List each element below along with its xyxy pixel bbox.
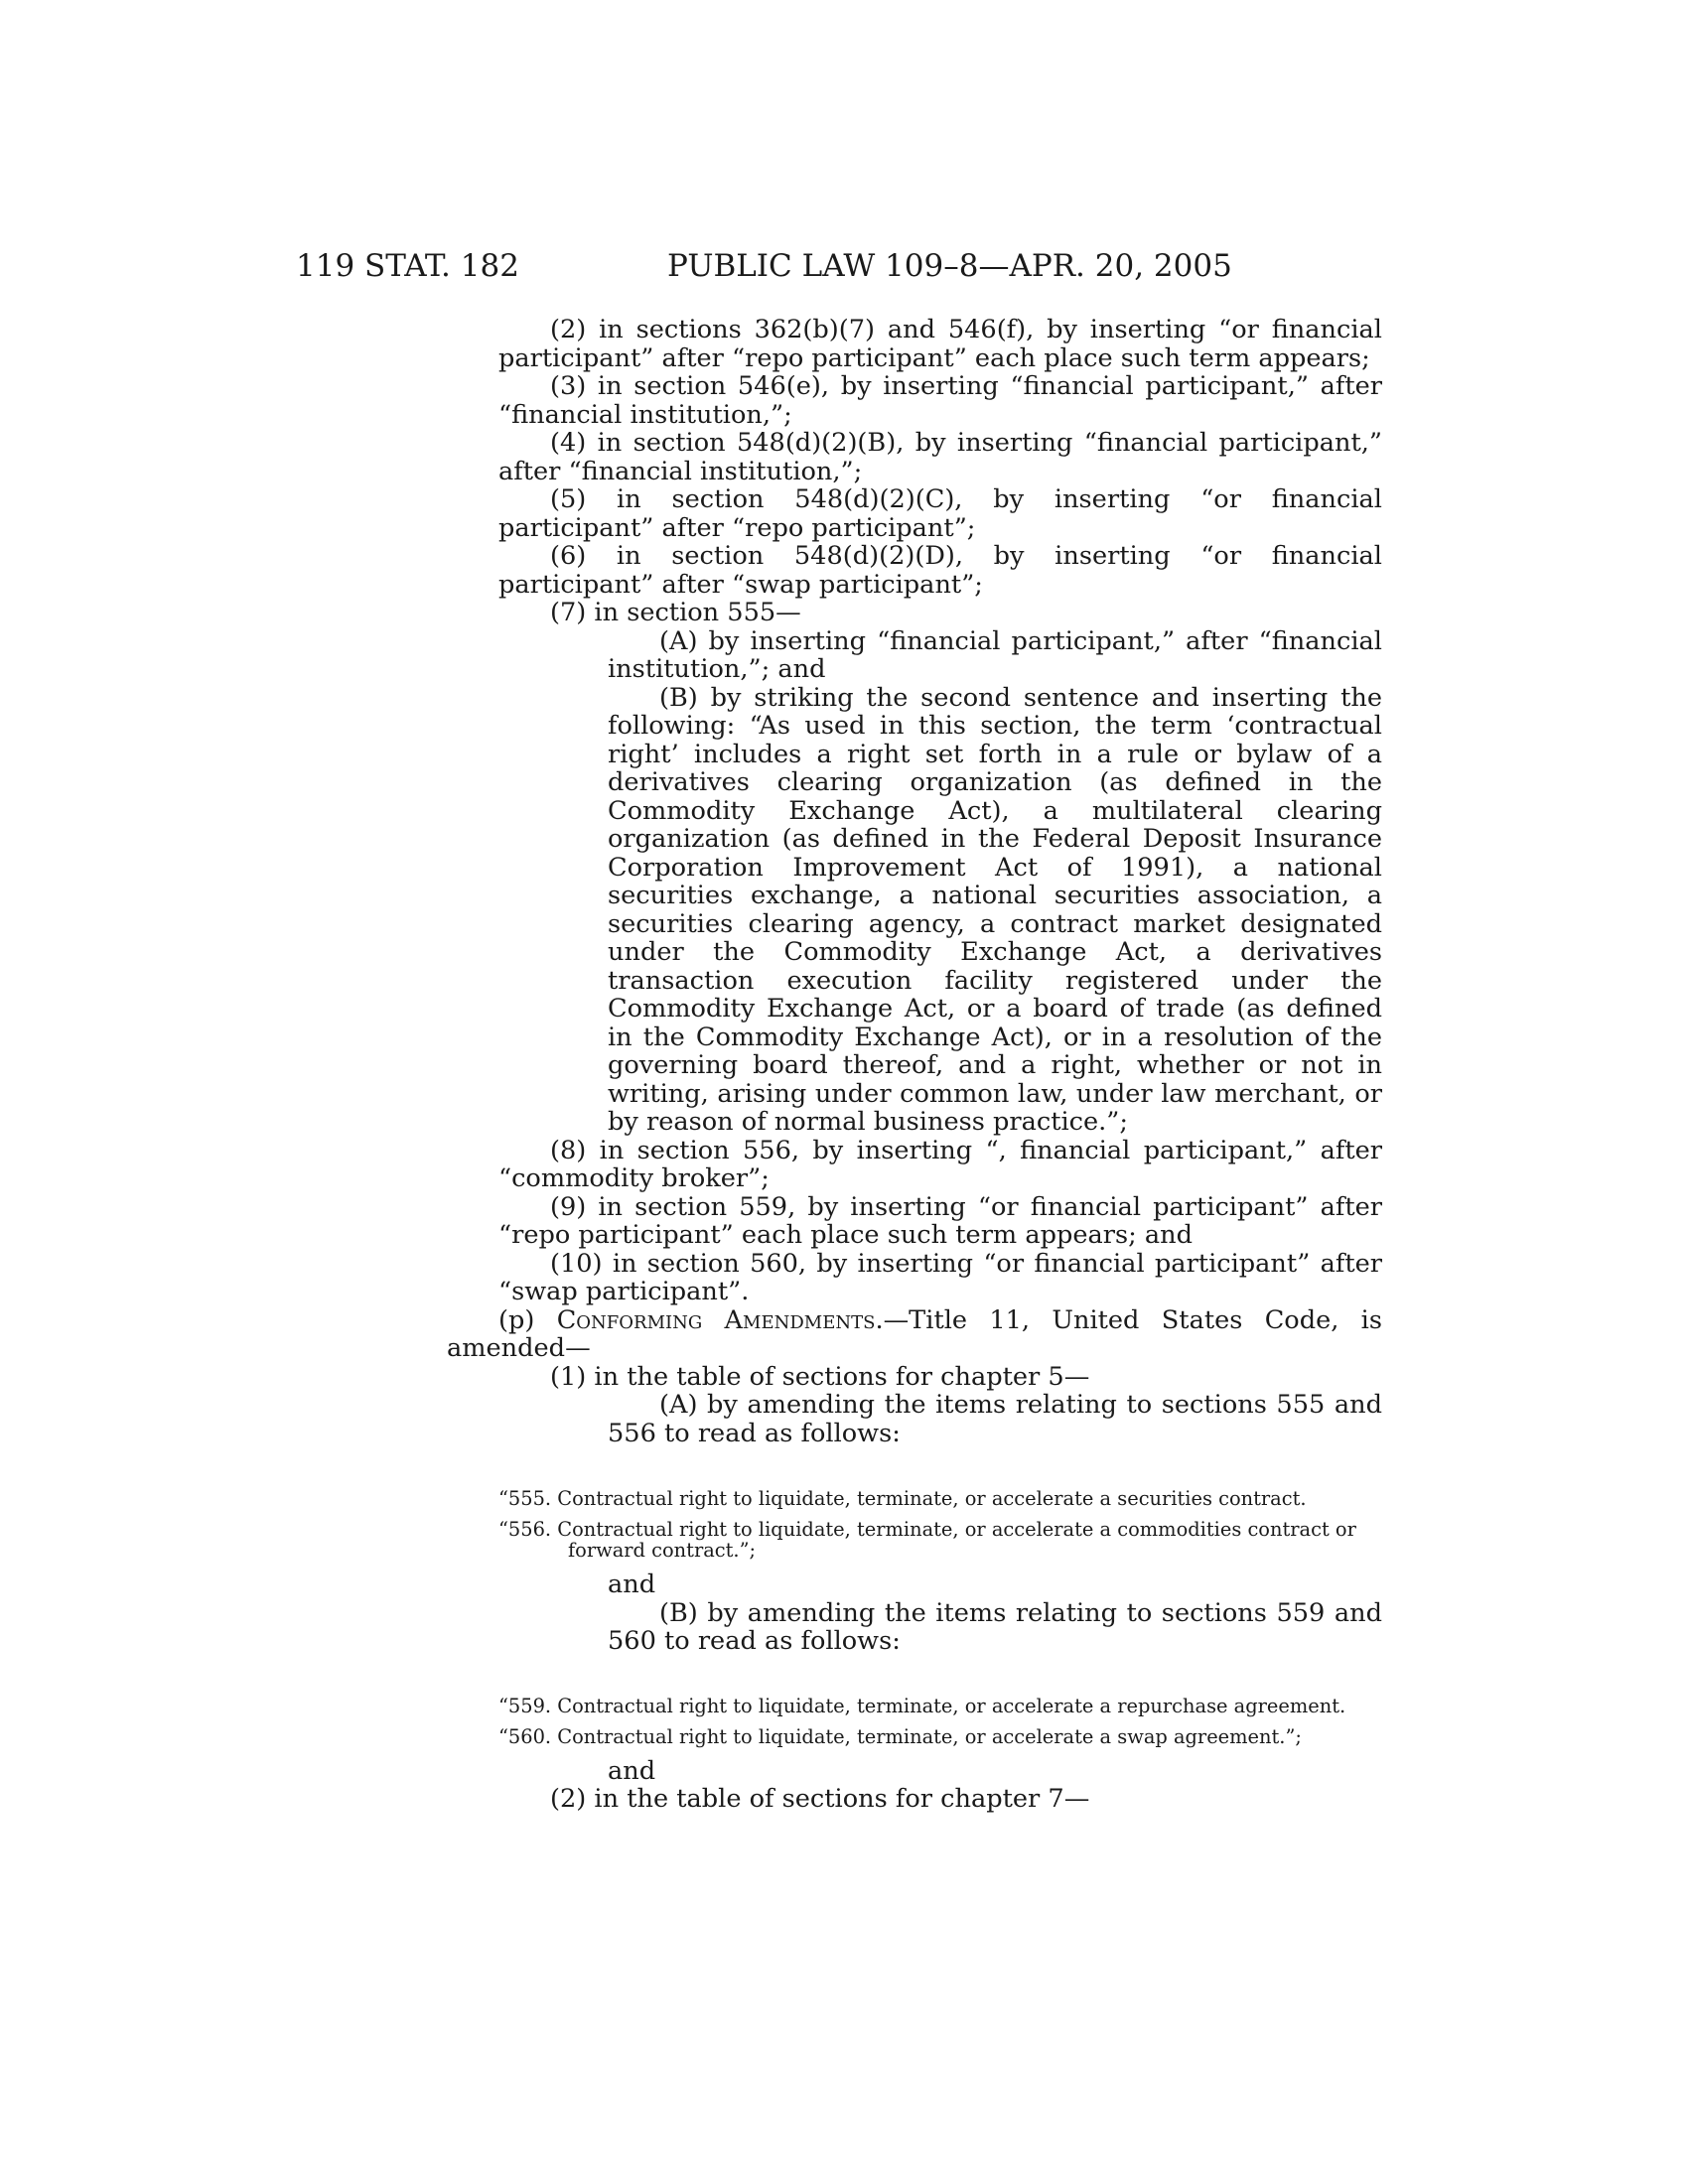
amendment-paragraph-3: (3) in section 546(e), by inserting “financial participant,” after “financial institution,”; [498, 371, 1382, 430]
page-header [0, 246, 1688, 286]
conforming-subparagraph-1b: (B) by amending the items relating to sections 559 and 560 to read as follows: [608, 1597, 1382, 1656]
table-of-sections-block-1 [498, 1488, 1382, 1561]
document-body [447, 315, 1383, 1814]
amendment-paragraph-7: (7) in section 555— [550, 598, 801, 627]
table-of-sections-block-2 [498, 1696, 1382, 1747]
toc-item-555: “555. Contractual right to liquidate, terminate, or accelerate a securities contract. [498, 1487, 1307, 1510]
amendment-paragraph-2: (2) in sections 362(b)(7) and 546(f), by inserting “or financial participant” after “repo participant” each place such term appears; [498, 315, 1382, 373]
amendment-subparagraph-7a: (A) by inserting “financial participant,” after “financial institution,”; and [608, 625, 1382, 684]
amendment-paragraph-8: (8) in section 556, by inserting “, financial participant,” after “commodity broker”; [498, 1135, 1382, 1193]
connector-and-1: and [608, 1570, 656, 1599]
stat-page-number: 119 STAT. 182 [296, 248, 519, 284]
subsection-p [447, 1306, 1382, 1363]
amendment-paragraph-9: (9) in section 559, by inserting “or financial participant” after “repo participant” each place such term appears; and [498, 1191, 1382, 1250]
conforming-subparagraph-1a: (A) by amending the items relating to sections 555 and 556 to read as follows: [608, 1390, 1382, 1448]
subsection-p-text: .—Title 11, United States Code, is amended— [447, 1304, 1383, 1363]
conforming-paragraph-1: (1) in the table of sections for chapter 5— [550, 1361, 1090, 1392]
connector-and-2: and [608, 1755, 656, 1786]
amendment-paragraph-10: (10) in section 560, by inserting “or financial participant” after “swap participant”. [498, 1248, 1382, 1306]
amendment-paragraph-5: (5) in section 548(d)(2)(C), by inserting “or financial participant” after “repo participant”; [498, 484, 1382, 543]
amendment-paragraph-6: (6) in section 548(d)(2)(D), by inserting “or financial participant” after “swap participant”; [498, 541, 1382, 600]
toc-item-560: “560. Contractual right to liquidate, terminate, or accelerate a swap agreement.”; [498, 1724, 1302, 1748]
conforming-paragraph-2: (2) in the table of sections for chapter 7— [550, 1784, 1090, 1814]
toc-item-556: “556. Contractual right to liquidate, terminate, or accelerate a commodities contract or forward contract.”; [498, 1518, 1356, 1562]
amendment-subparagraph-7b: (B) by striking the second sentence and inserting the following: “As used in this section, the term ‘contractual right’ includes a right set forth in a rule or bylaw of a derivatives clearing organization (as defined in the Commodity Exchange Act), a multilateral clearing organization (as defined in the Federal Deposit Insurance Corporation Improvement Act of 1991), a national securities exchange, a national securities association, a securities clearing agency, a contract market designated under the Commodity Exchange Act, a derivatives transaction execution facility registered under the Commodity Exchange Act, or a board of trade (as defined in the Commodity Exchange Act), or in a resolution of the governing board thereof, and a right, whether or not in writing, arising under common law, under law merchant, or by reason of normal business practice.”; [608, 682, 1382, 1137]
subsection-p-heading: Conforming Amendments [556, 1304, 876, 1335]
amendment-paragraph-4: (4) in section 548(d)(2)(B), by inserting “financial participant,” after “financial institution,”; [498, 428, 1382, 486]
subsection-p-label: (p) [498, 1304, 535, 1335]
toc-item-559: “559. Contractual right to liquidate, terminate, or accelerate a repurchase agreement. [498, 1694, 1346, 1717]
public-law-citation: PUBLIC LAW 109–8—APR. 20, 2005 [667, 248, 1232, 284]
